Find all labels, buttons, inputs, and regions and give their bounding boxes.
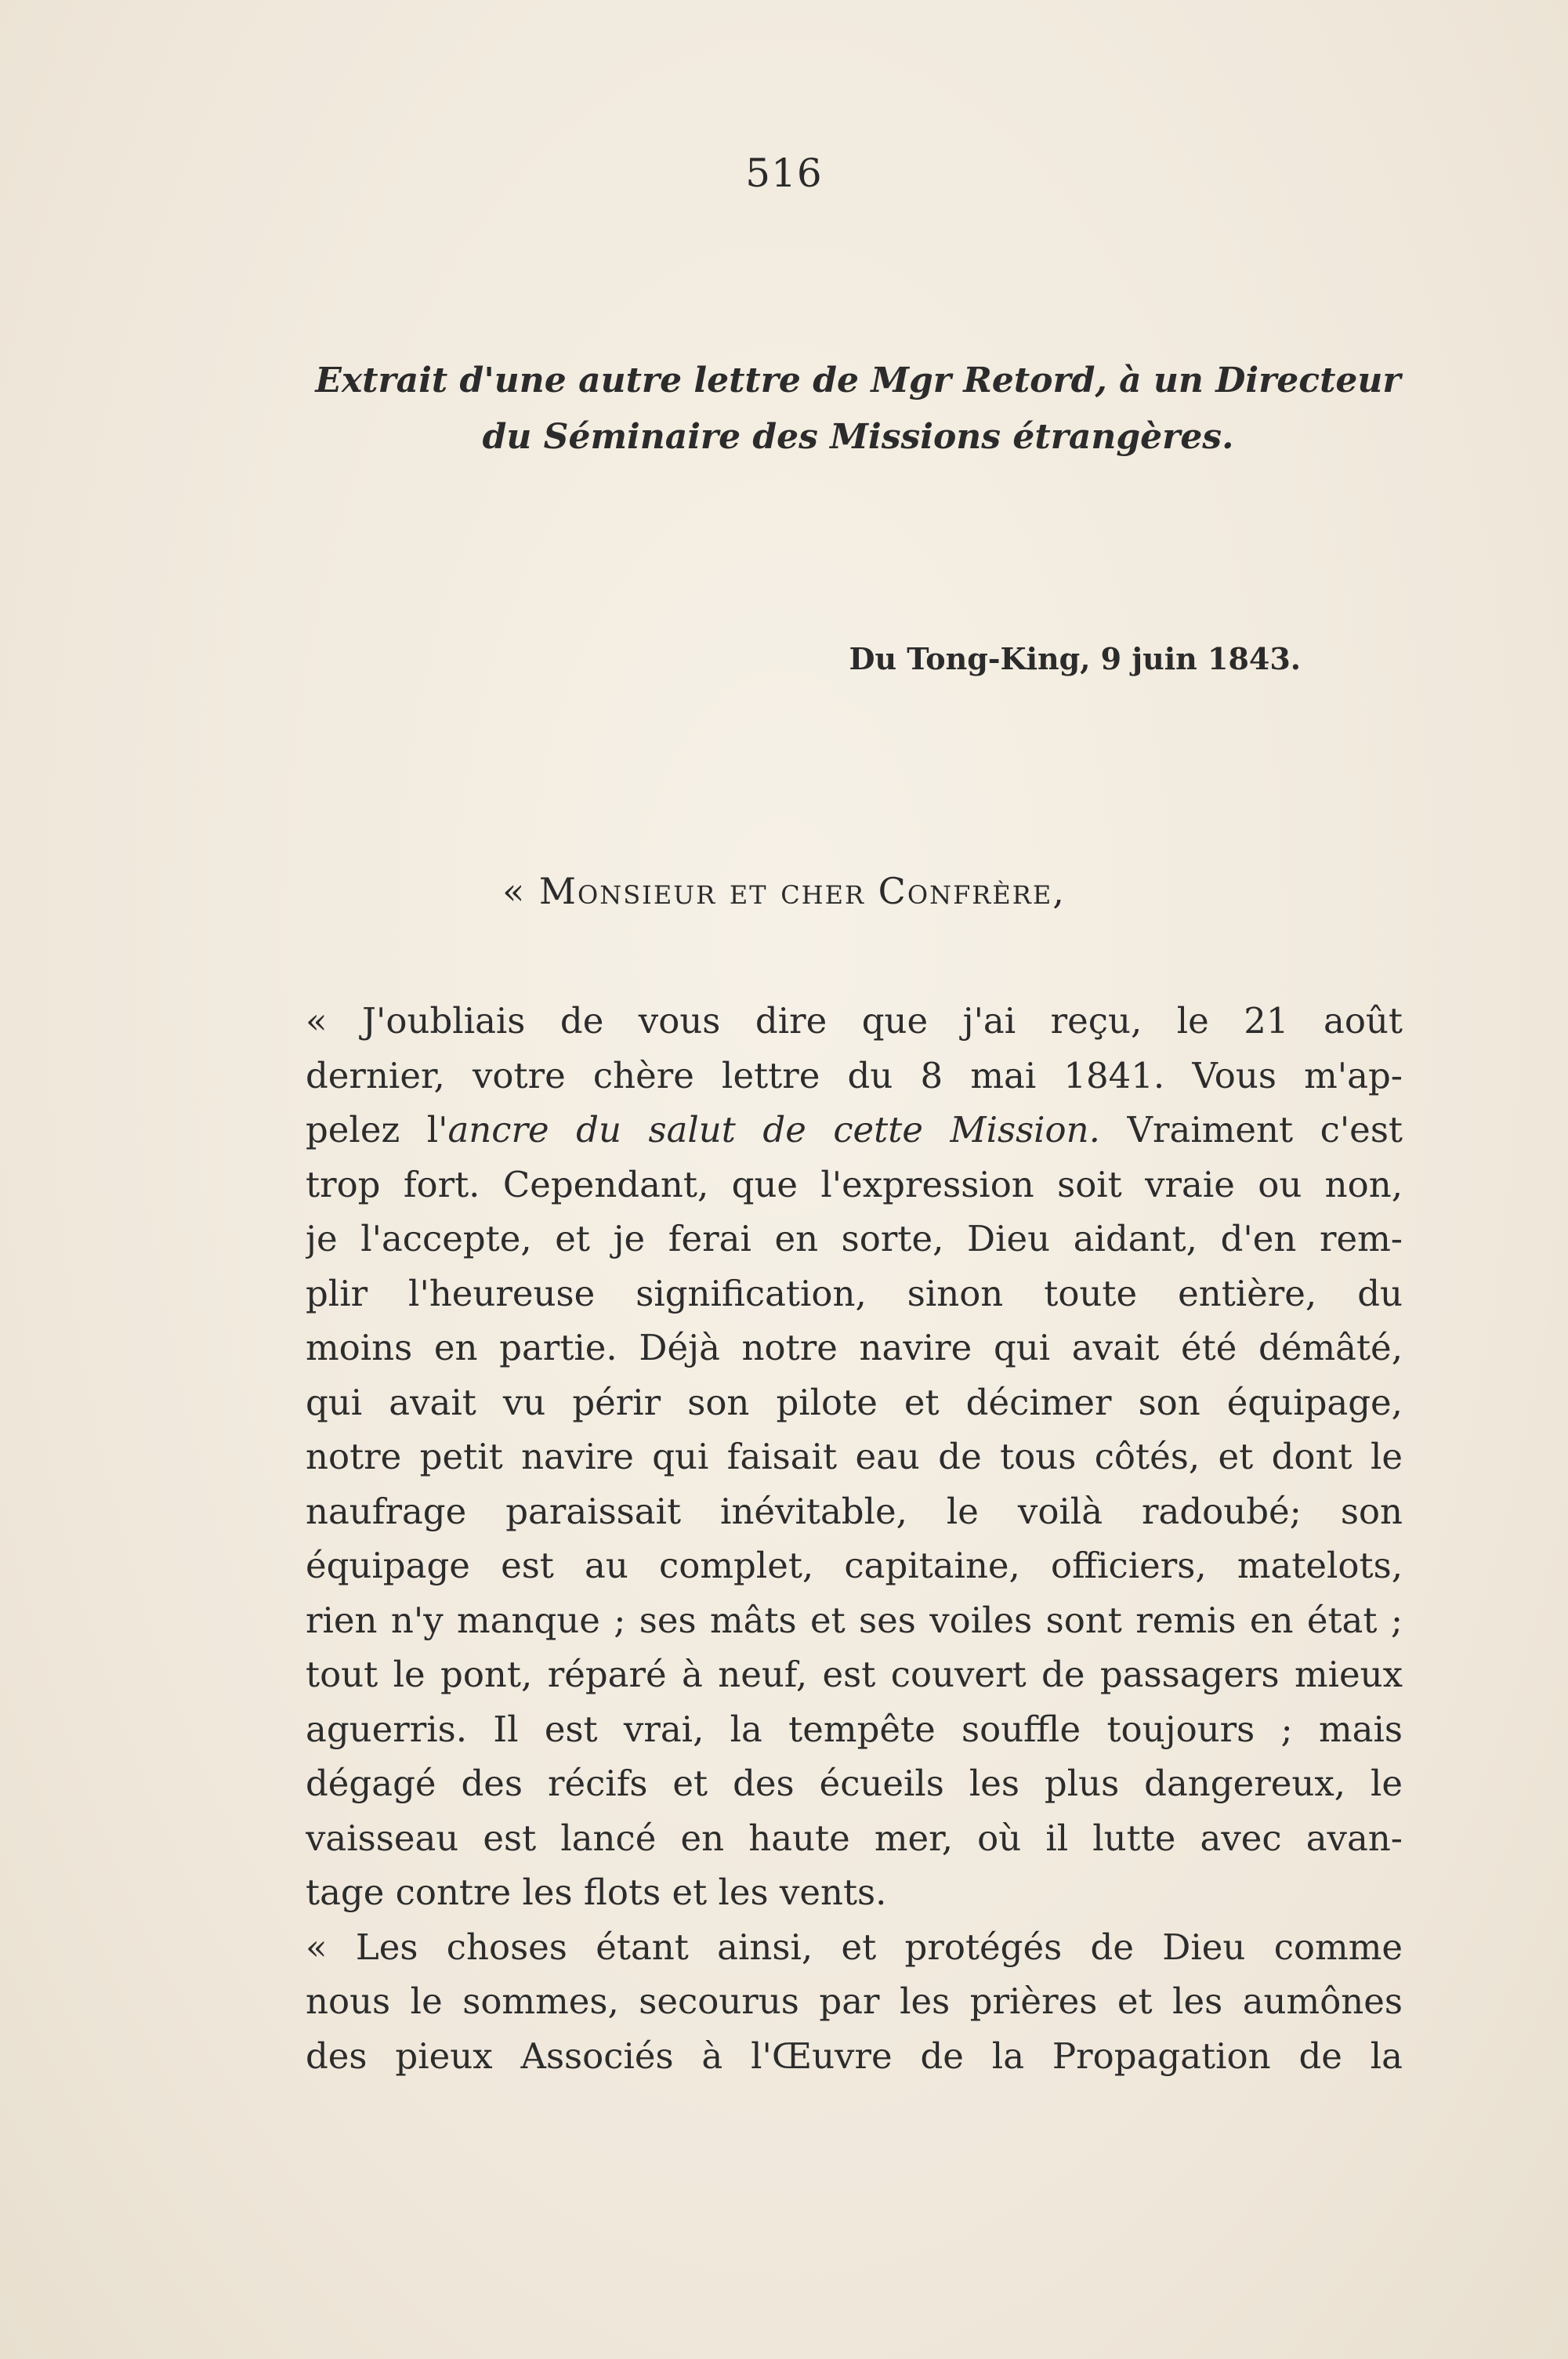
salutation: « Monsieur et cher Confrère,	[502, 870, 1066, 912]
text-line: naufrage paraissait inévitable, le voilà radoubé; son	[306, 1490, 1403, 1532]
heading-line-1: Extrait d'une autre lettre de Mgr Retord, à un Directeur	[315, 361, 1401, 400]
text-line: dégagé des récifs et des écueils les plus dangereux, le	[306, 1763, 1403, 1804]
text-line: aguerris. Il est vrai, la tempête souffle toujours ; mais	[306, 1708, 1403, 1750]
text-line: rien n'y manque ; ses mâts et ses voiles sont remis en état ;	[306, 1599, 1403, 1641]
text-line: je l'accepte, et je ferai en sorte, Dieu aidant, d'en rem-	[306, 1218, 1403, 1259]
letter-body	[306, 994, 1403, 2083]
letter-heading	[306, 353, 1410, 466]
italic-phrase: ancre du salut de cette Mission.	[447, 1109, 1100, 1151]
text-line: tout le pont, réparé à neuf, est couvert de passagers mieux	[306, 1654, 1403, 1695]
text-line: moins en partie. Déjà notre navire qui avait été démâté,	[306, 1327, 1403, 1368]
text-line: des pieux Associés à l'Œuvre de la Propagation de la	[306, 2035, 1403, 2077]
page-number: 516	[745, 150, 823, 196]
text-line: tage contre les flots et les vents.	[306, 1872, 887, 1913]
text-line: notre petit navire qui faisait eau de tous côtés, et dont le	[306, 1436, 1403, 1477]
text-line: trop fort. Cependant, que l'expression soit vraie ou non,	[306, 1163, 1403, 1205]
text-line: pelez l'ancre du salut de cette Mission. Vraiment c'est	[306, 1109, 1403, 1151]
text-line: « Les choses étant ainsi, et protégés de Dieu comme	[306, 1926, 1403, 1968]
text-line: vaisseau est lancé en haute mer, où il lutte avec avan-	[306, 1817, 1403, 1859]
text-line: qui avait vu périr son pilote et décimer son équipage,	[306, 1381, 1403, 1423]
text-line: dernier, votre chère lettre du 8 mai 1841. Vous m'ap-	[306, 1054, 1403, 1096]
heading-line-2: du Séminaire des Missions étrangères.	[482, 417, 1234, 457]
text-line: plir l'heureuse signification, sinon toute entière, du	[306, 1272, 1403, 1314]
text-line: nous le sommes, secourus par les prières et les aumônes	[306, 1980, 1403, 2022]
dateline: Du Tong-King, 9 juin 1843.	[849, 641, 1301, 676]
text-line: « J'oubliais de vous dire que j'ai reçu, le 21 août	[306, 1000, 1403, 1042]
text-line: équipage est au complet, capitaine, officiers, matelots,	[306, 1545, 1403, 1586]
